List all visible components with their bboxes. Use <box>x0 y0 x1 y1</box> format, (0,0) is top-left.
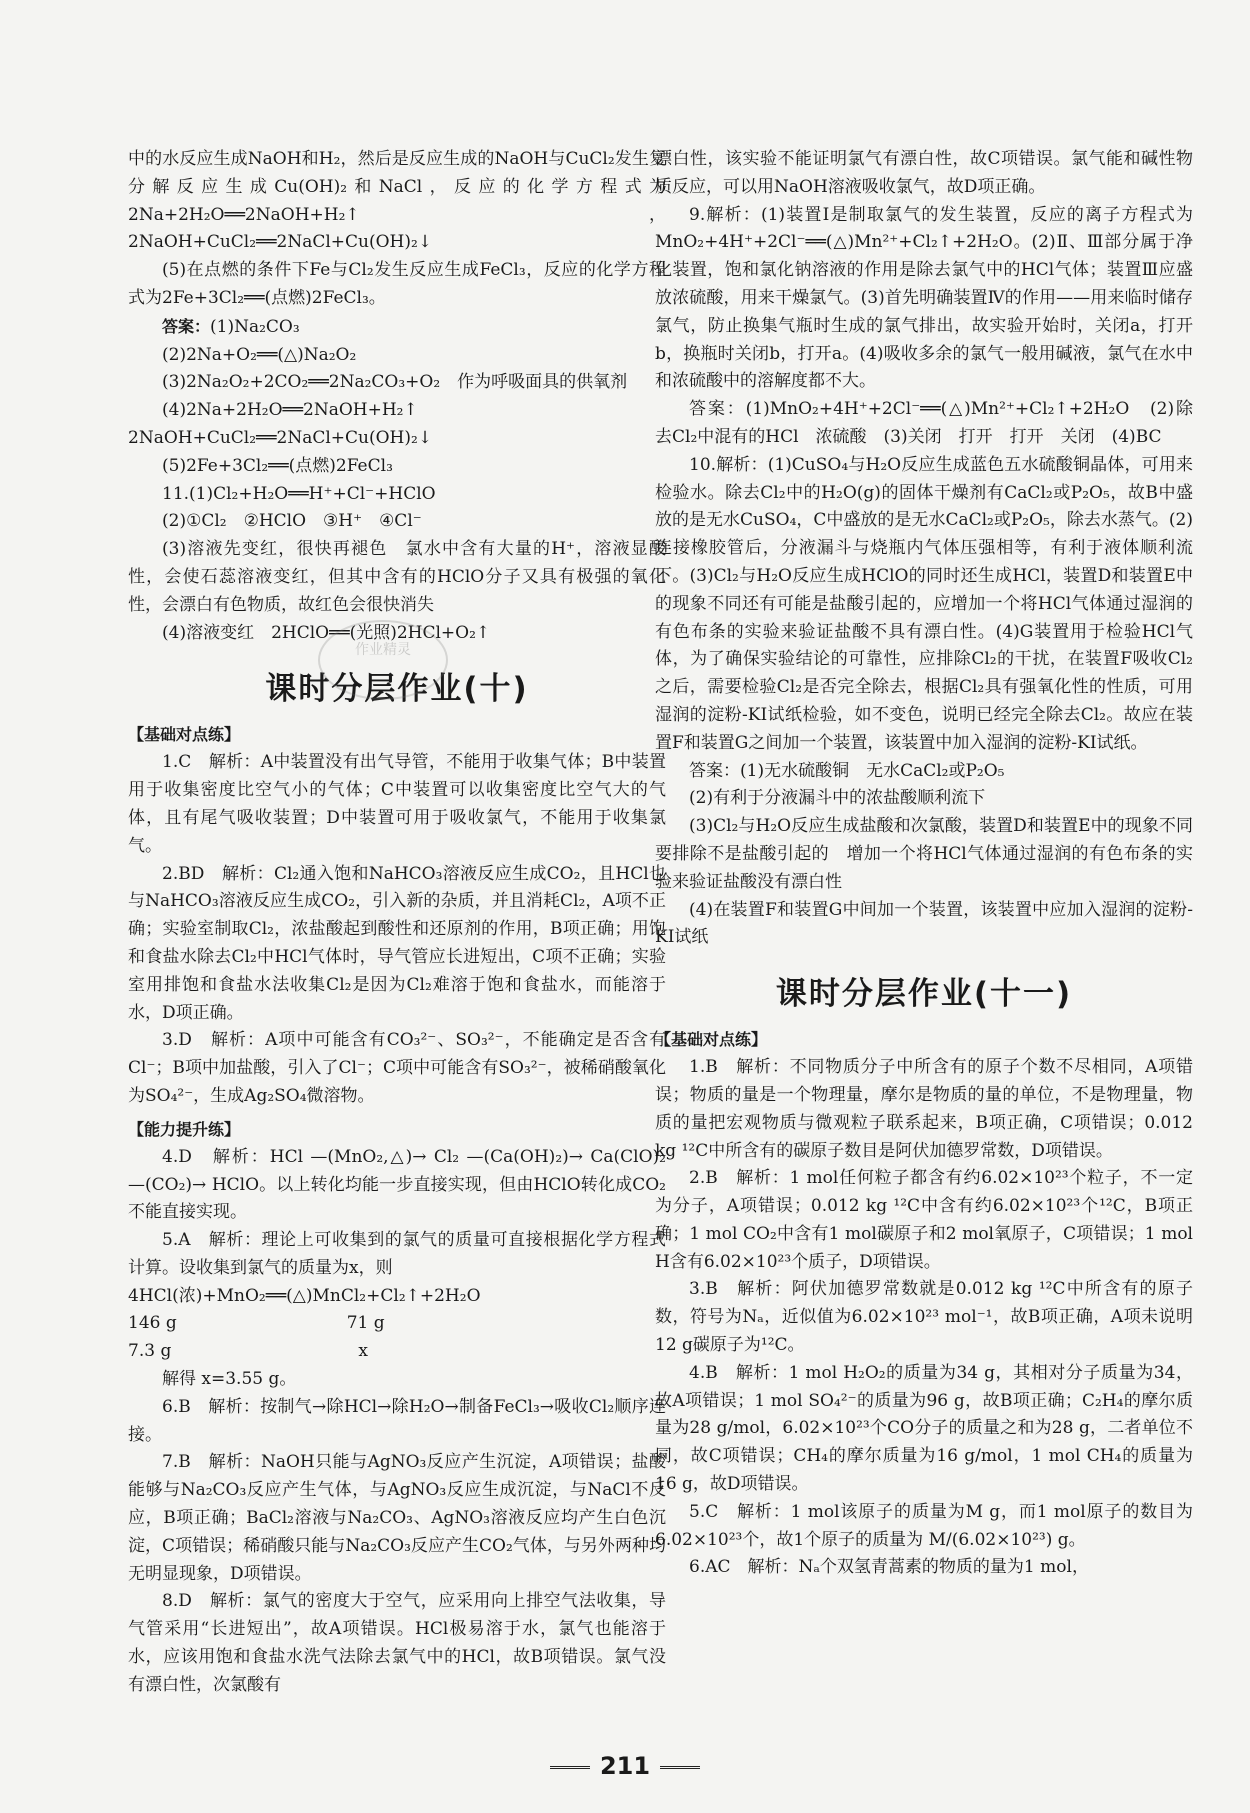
question-11: 11.(1)Cl₂+H₂O══H⁺+Cl⁻+HClO <box>162 483 436 504</box>
stamp-text: 作业精灵 <box>355 642 411 658</box>
answer-item: 3.B 解析：阿伏加德罗常数就是0.012 kg ¹²C中所含有的原子数，符号为Nₐ，近似值为6.02×10²³ mol⁻¹，故B项正确，A项未说明12 g碳原子为¹²C。 <box>655 1279 1193 1356</box>
footer-rule-right <box>660 1766 700 1769</box>
answer-item: 7.B 解析：NaOH只能与AgNO₃反应产生沉淀，A项错误；盐酸能够与Na₂CO₃反应产生气体，与AgNO₃反应生成沉淀，与NaCl不反应，B项正确；BaCl₂溶液与Na₂CO₃、AgNO₃溶液反应均产生白色沉淀，C项错误；稀硝酸只能与Na₂CO₃反应产生CO₂气体，与另外两种均无明显现象，D项错误。 <box>128 1452 666 1584</box>
section-tag: 【基础对点练】 <box>655 1030 768 1050</box>
answer-item: 10.解析：(1)CuSO₄与H₂O反应生成蓝色五水硫酸铜晶体，可用来检验水。除去Cl₂中的H₂O(g)的固体干燥剂有CaCl₂或P₂O₅，故B中盛放的是无水CuSO₄，C中盛放的是无水CaCl₂或P₂O₅，除去水蒸气。(2)连接橡胶管后，分液漏斗与烧瓶内气体压强相等，有利于液体顺利流下。(3)Cl₂与H₂O反应生成HClO的同时还生成HCl，装置D和装置E中的现象不同还有可能是盐酸引起的，应增加一个将HCl气体通过湿润的有色布条的实验来验证盐酸不具有漂白性。(4)G装置用于检验HCl气体，为了确保实验结论的可靠性，应排除Cl₂的干扰，在装置F吸收Cl₂之后，需要检验Cl₂是否完全除去，根据Cl₂具有强氧化性的性质，可用湿润的淀粉-KI试纸检验，如不变色，说明已经完全除去Cl₂。故应在装置F和装置G之间加一个装置，该装置中加入湿润的淀粉-KI试纸。 <box>655 454 1193 753</box>
answer-line: (3)溶液先变红，很快再褪色 氯水中含有大量的H⁺，溶液显酸性，会使石蕊溶液变红，但其中含有的HClO分子又具有极强的氧化性，会漂白有色物质，故红色会很快消失 <box>128 539 666 615</box>
answer-line: (4)溶液变红 2HClO══(光照)2HCl+O₂↑ <box>162 622 491 643</box>
page-number: 211 <box>599 1752 651 1780</box>
paragraph: 漂白性，该实验不能证明氯气有漂白性，故C项错误。氯气能和碱性物质反应，可以用NaOH溶液吸收氯气，故D项正确。 <box>655 149 1193 197</box>
calc-row: 146 g 71 g <box>128 1313 385 1334</box>
reaction-equation: 4HCl(浓)+MnO₂══(△)MnCl₂+Cl₂↑+2H₂O <box>128 1285 481 1306</box>
answer-line: (3)2Na₂O₂+2CO₂══2Na₂CO₃+O₂ 作为呼吸面具的供氧剂 <box>162 372 628 393</box>
footer-rule-left <box>550 1766 590 1769</box>
answer-line: (2)2Na+O₂══(△)Na₂O₂ <box>162 344 357 365</box>
answer-line: (2)①Cl₂ ②HClO ③H⁺ ④Cl⁻ <box>162 511 422 532</box>
section-title: 课时分层作业(十) <box>265 671 529 708</box>
answer-item: 9.解析：(1)装置Ⅰ是制取氯气的发生装置，反应的离子方程式为MnO₂+4H⁺+2Cl⁻══(△)Mn²⁺+Cl₂↑+2H₂O。(2)Ⅱ、Ⅲ部分属于净化装置，饱和氯化钠溶液的作用是除去氯气中的HCl气体；装置Ⅲ应盛放浓硫酸，用来干燥氯气。(3)首先明确装置Ⅳ的作用——用来临时储存氯气，防止换集气瓶时生成的氯气排出，故实验开始时，关闭a，打开b，换瓶时关闭b，打开a。(4)吸收多余的氯气一般用碱液，氯气在水中和浓硫酸中的溶解度都不大。 <box>655 204 1193 392</box>
answer-item: 3.D 解析：A项中可能含有CO₃²⁻、SO₃²⁻，不能确定是否含有Cl⁻；B项中加盐酸，引入了Cl⁻；C项中可能含有SO₃²⁻，被稀硝酸氧化为SO₄²⁻，生成Ag₂SO₄微溶物。 <box>128 1030 666 1106</box>
answer-item: 4.D 解析：HCl —(MnO₂,△)→ Cl₂ —(Ca(OH)₂)→ Ca(ClO)₂ —(CO₂)→ HClO。以上转化均能一步直接实现，但由HClO转化成CO₂不能直接实现。 <box>128 1146 666 1223</box>
answer-label-text: 答案： <box>162 316 211 336</box>
answer-item: 1.C 解析：A中装置没有出气导管，不能用于收集气体；B中装置用于收集密度比空气小的气体；C中装置可以收集密度比空气大的气体，且有尾气吸收装置；D中装置可用于吸收氯气，不能用于收集氯气。 <box>128 752 666 856</box>
paragraph: (5)在点燃的条件下Fe与Cl₂发生反应生成FeCl₃，反应的化学方程式为2Fe+3Cl₂══(点燃)2FeCl₃。 <box>128 260 666 308</box>
paragraph: 中的水反应生成NaOH和H₂，然后是反应生成的NaOH与CuCl₂发生复分解反应生成Cu(OH)₂和NaCl，反应的化学方程式为2Na+2H₂O══2NaOH+H₂↑，2NaOH+CuCl₂══2NaCl+Cu(OH)₂↓ <box>128 149 666 253</box>
answer-item: 2.BD 解析：Cl₂通入饱和NaHCO₃溶液反应生成CO₂，且HCl也与NaHCO₃溶液反应生成CO₂，引入新的杂质，并且消耗Cl₂，A项不正确；实验室制取Cl₂，浓盐酸起到酸性和还原剂的作用，B项正确；用饱和食盐水除去Cl₂中HCl气体时，导气管应长进短出，C项不正确；实验室用排饱和食盐水法收集Cl₂是因为Cl₂难溶于饱和食盐水，而能溶于水，D项正确。 <box>128 863 666 1023</box>
answer-item: 1.B 解析：不同物质分子中所含有的原子个数不尽相同，A项错误；物质的量是一个物理量，摩尔是物质的量的单位，不是物理量，物质的量把宏观物质与微观粒子联系起来，B项正确，C项错误；0.012 kg ¹²C中所含有的碳原子数目是阿伏加德罗常数，D项错误。 <box>655 1057 1193 1161</box>
page-footer <box>0 1752 1250 1780</box>
calc-row: 7.3 g x <box>128 1341 368 1362</box>
right-column <box>655 146 1193 1582</box>
answer-line: (2)有利于分液漏斗中的浓盐酸顺利流下 <box>689 788 986 809</box>
left-column <box>128 146 666 1700</box>
answer-line: (3)Cl₂与H₂O反应生成盐酸和次氯酸，装置D和装置E中的现象不同要排除不是盐酸引起的 增加一个将HCl气体通过湿润的有色布条的实验来验证盐酸没有漂白性 <box>655 816 1193 892</box>
answer-item: 8.D 解析：氯气的密度大于空气，应采用向上排空气法收集，导气管采用“长进短出”，故A项错误。HCl极易溶于水，氯气也能溶于水，应该用饱和食盐水洗气法除去氯气中的HCl，故B项错误。氯气没有漂白性，次氯酸有 <box>128 1591 666 1695</box>
answer-item: 6.B 解析：按制气→除HCl→除H₂O→制备FeCl₃→吸收Cl₂顺序连接。 <box>128 1396 666 1445</box>
answer-line: (5)2Fe+3Cl₂══(点燃)2FeCl₃ <box>162 455 393 476</box>
section-tag: 【基础对点练】 <box>128 725 241 745</box>
calc-solution: 解得 x=3.55 g。 <box>162 1369 297 1390</box>
section-tag: 【能力提升练】 <box>128 1119 241 1139</box>
answer-item: 6.AC 解析：Nₐ个双氢青蒿素的物质的量为1 mol， <box>689 1557 1089 1578</box>
answer-line: 答案：(1)无水硫酸铜 无水CaCl₂或P₂O₅ <box>689 760 1005 781</box>
answer-line: (4)在装置F和装置G中间加一个装置，该装置中应加入湿润的淀粉-KI试纸 <box>655 899 1193 948</box>
watermark-stamp <box>318 620 448 700</box>
section-title: 课时分层作业(十一) <box>775 976 1073 1013</box>
answer-label <box>128 313 666 342</box>
answer-item: 5.C 解析：1 mol该原子的质量为M g，而1 mol原子的数目为6.02×10²³个，故1个原子的质量为 M/(6.02×10²³) g。 <box>655 1501 1193 1550</box>
answer-line: (1)Na₂CO₃ <box>210 316 300 337</box>
answer-item: 2.B 解析：1 mol任何粒子都含有约6.02×10²³个粒子，不一定为分子，A项错误；0.012 kg ¹²C中含有约6.02×10²³个¹²C，B项正确；1 mol CO₂中含有1 mol碳原子和2 mol氧原子，C项错误；1 mol H含有6.02×10²³个质子，D项错误。 <box>655 1168 1193 1272</box>
answer-item: 4.B 解析：1 mol H₂O₂的质量为34 g，其相对分子质量为34，故A项错误；1 mol SO₄²⁻的质量为96 g，故B项正确；C₂H₄的摩尔质量为28 g/mol，6.02×10²³个CO分子的质量之和为28 g，二者单位不同，故C项错误；CH₄的摩尔质量为16 g/mol，1 mol CH₄的质量为16 g，故D项错误。 <box>655 1362 1193 1495</box>
answer-item: 5.A 解析：理论上可收集到的氯气的质量可直接根据化学方程式计算。设收集到氯气的质量为x，则 <box>128 1230 666 1278</box>
answer-line: 答案：(1)MnO₂+4H⁺+2Cl⁻══(△)Mn²⁺+Cl₂↑+2H₂O (2)除去Cl₂中混有的HCl 浓硫酸 (3)关闭 打开 打开 关闭 (4)BC <box>655 399 1193 447</box>
answer-line: (4)2Na+2H₂O══2NaOH+H₂↑ 2NaOH+CuCl₂══2NaCl+Cu(OH)₂↓ <box>128 400 435 448</box>
